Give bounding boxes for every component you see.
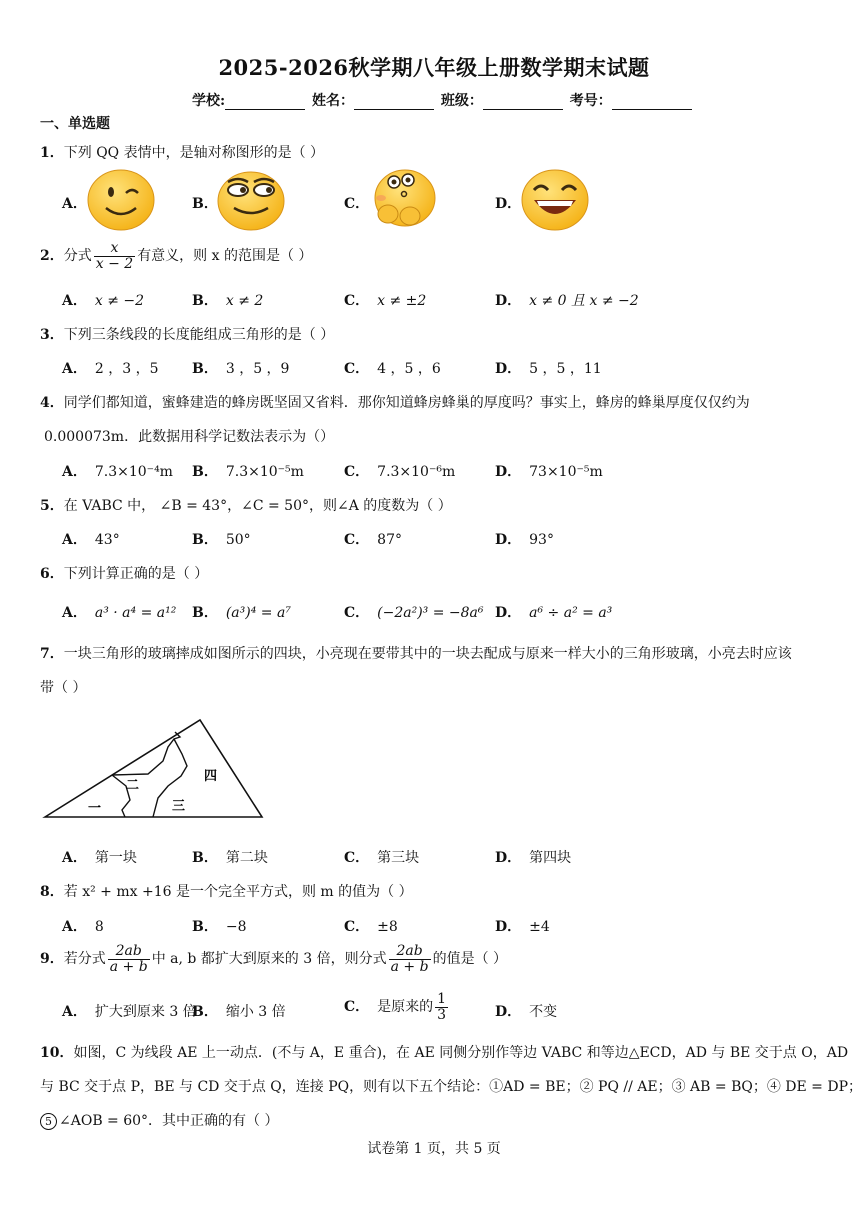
- exam-title: 2025-2026秋学期八年级上册数学期末试题: [218, 55, 650, 80]
- question-number: 6．: [40, 566, 64, 582]
- exam-no-blank[interactable]: [612, 95, 692, 110]
- q1-option-c[interactable]: C．: [344, 196, 370, 212]
- q9-option-d[interactable]: D． 不变: [495, 1004, 558, 1020]
- question-4: [40, 392, 750, 412]
- question-stem-post: 有意义，则 x 的范围是（ ）: [137, 248, 313, 265]
- page-footer: 试卷第 1 页，共 5 页: [367, 1141, 501, 1157]
- question-stem: 如图，C 为线段 AE 上一动点．(不与 A，E 重合)，在 AE 同侧分别作等边 VABC 和等边△ECD，AD 与 BE 交于点 O，AD: [73, 1045, 849, 1061]
- fraction: $\frac{1}{3}$: [437, 991, 447, 1023]
- wink-face-icon: [86, 168, 156, 232]
- q5-option-a[interactable]: A． 43°: [62, 532, 120, 548]
- question-stem: 下列 QQ 表情中，是轴对称图形的是（ ）: [63, 145, 325, 161]
- q2-option-b[interactable]: B． x ≠ 2: [192, 293, 264, 309]
- question-number: 1．: [40, 145, 64, 161]
- question-stem-pre: 分式: [63, 248, 92, 265]
- question-number: 7．: [40, 646, 64, 662]
- q8-option-d[interactable]: D． ±4: [495, 919, 550, 935]
- piece-label-3: 三: [172, 799, 186, 814]
- q2-option-a[interactable]: A． x ≠ −2: [62, 293, 145, 309]
- question-3: [40, 324, 334, 344]
- q1-option-d[interactable]: D．: [495, 196, 522, 212]
- name-blank[interactable]: [354, 95, 434, 110]
- piece-label-4: 四: [204, 769, 218, 784]
- q3-option-d[interactable]: D． 5 ，5 ，11: [495, 361, 602, 377]
- q6-option-d[interactable]: D． a⁶ ÷ a² = a³: [495, 605, 613, 621]
- q7-option-b[interactable]: B． 第二块: [192, 850, 268, 866]
- q6-option-a[interactable]: A． a³ · a⁴ = a¹²: [62, 605, 177, 621]
- question-stem: 同学们都知道，蜜蜂建造的蜂房既坚固又省料．那你知道蜂房蜂巢的厚度吗？事实上，蜂房的蜂巢厚度仅仅约为: [63, 395, 750, 411]
- q7-option-d[interactable]: D． 第四块: [495, 850, 572, 866]
- question-8: [40, 881, 413, 901]
- q9-option-b[interactable]: B． 缩小 3 倍: [192, 1004, 286, 1020]
- q6-option-b[interactable]: B． (a³)⁴ = a⁷: [192, 605, 291, 621]
- section-heading: 一、单选题: [40, 116, 110, 132]
- piece-label-2: 二: [126, 778, 140, 793]
- q1-option-b[interactable]: B．: [192, 196, 218, 212]
- question-number: 5．: [40, 498, 64, 514]
- question-number: 4．: [40, 395, 64, 411]
- q9-option-c[interactable]: C． 是原来的 $\frac{1}{3}$: [344, 991, 447, 1023]
- broken-glass-figure: [40, 714, 270, 824]
- q4-option-a[interactable]: A． 7.3×10⁻⁴m: [62, 464, 173, 480]
- question-5: [40, 495, 452, 515]
- smirk-face-icon: [216, 168, 286, 232]
- exam-no-label: 考号：: [569, 93, 612, 109]
- class-label: 班级：: [440, 93, 483, 109]
- fraction: $\frac{x}{x - 2}$: [95, 240, 134, 272]
- circled-number-5: 5: [40, 1113, 57, 1130]
- shy-face-icon: [368, 166, 438, 234]
- question-1: [40, 142, 324, 162]
- q5-option-c[interactable]: C． 87°: [344, 532, 402, 548]
- question-10: [40, 1042, 848, 1062]
- q4-option-c[interactable]: C． 7.3×10⁻⁶m: [344, 464, 456, 480]
- question-stem: 下列三条线段的长度能组成三角形的是（ ）: [63, 327, 335, 343]
- piece-label-1: 一: [88, 801, 102, 816]
- q8-option-b[interactable]: B． −8: [192, 919, 247, 935]
- q2-option-d[interactable]: D． x ≠ 0 且 x ≠ −2: [495, 293, 639, 309]
- question-2: [40, 241, 312, 271]
- fraction: $\frac{2ab}{a + b}$: [390, 943, 429, 975]
- q8-option-c[interactable]: C． ±8: [344, 919, 398, 935]
- q1-option-a[interactable]: A．: [62, 196, 87, 212]
- q2-option-c[interactable]: C． x ≠ ±2: [344, 293, 427, 309]
- q3-option-c[interactable]: C． 4 ，5 ，6: [344, 361, 441, 377]
- q9-option-a[interactable]: A． 扩大到原来 3 倍: [62, 1004, 197, 1020]
- question-number: 2．: [40, 248, 64, 265]
- student-info-line: [192, 90, 694, 110]
- fraction: $\frac{2ab}{a + b}$: [109, 943, 148, 975]
- q4-option-d[interactable]: D． 73×10⁻⁵m: [495, 464, 603, 480]
- school-blank[interactable]: [225, 95, 305, 110]
- question-10-line3: 5 ∠AOB = 60°．其中正确的有（ ）: [40, 1110, 279, 1130]
- q5-option-d[interactable]: D． 93°: [495, 532, 554, 548]
- q8-option-a[interactable]: A． 8: [62, 919, 104, 935]
- question-6: [40, 563, 208, 583]
- q4-option-b[interactable]: B． 7.3×10⁻⁵m: [192, 464, 304, 480]
- question-stem: 在 VABC 中， ∠B = 43°，∠C = 50°，则∠A 的度数为（ ）: [63, 498, 452, 514]
- q7-option-c[interactable]: C． 第三块: [344, 850, 420, 866]
- class-blank[interactable]: [483, 95, 563, 110]
- q7-option-a[interactable]: A． 第一块: [62, 850, 137, 866]
- question-number: 10．: [40, 1045, 74, 1061]
- name-label: 姓名：: [312, 93, 355, 109]
- question-4-cont: 0.000073m．此数据用科学记数法表示为（）: [44, 429, 335, 445]
- question-stem: 一块三角形的玻璃摔成如图所示的四块，小亮现在要带其中的一块去配成与原来一样大小的三角形玻璃，小亮去时应该: [63, 646, 792, 662]
- q5-option-b[interactable]: B． 50°: [192, 532, 251, 548]
- grin-face-icon: [520, 168, 590, 232]
- question-7: [40, 643, 792, 663]
- question-10-line2: 与 BC 交于点 P，BE 与 CD 交于点 Q，连接 PQ，则有以下五个结论：①AD = BE；② PQ // AE；③ AB = BQ；④ DE = DP；: [40, 1079, 862, 1095]
- question-number: 9．: [40, 951, 64, 968]
- q6-option-c[interactable]: C． (−2a²)³ = −8a⁶: [344, 605, 484, 621]
- question-9: 9．若分式 $\frac{2ab}{a + b}$ 中 a, b 都扩大到原来的 3 倍，则分式 $\frac{2ab}{a + b}$ 的值是（ ）: [40, 943, 508, 975]
- question-stem: 若 x² + mx +16 是一个完全平方式，则 m 的值为（ ）: [63, 884, 413, 900]
- question-7-cont: 带（ ）: [40, 680, 87, 696]
- school-label: 学校:: [192, 93, 226, 109]
- q3-option-b[interactable]: B． 3 ，5 ，9: [192, 361, 290, 377]
- question-number: 8．: [40, 884, 64, 900]
- question-stem: 下列计算正确的是（ ）: [63, 566, 209, 582]
- q3-option-a[interactable]: A． 2 ，3 ，5: [62, 361, 159, 377]
- question-number: 3．: [40, 327, 64, 343]
